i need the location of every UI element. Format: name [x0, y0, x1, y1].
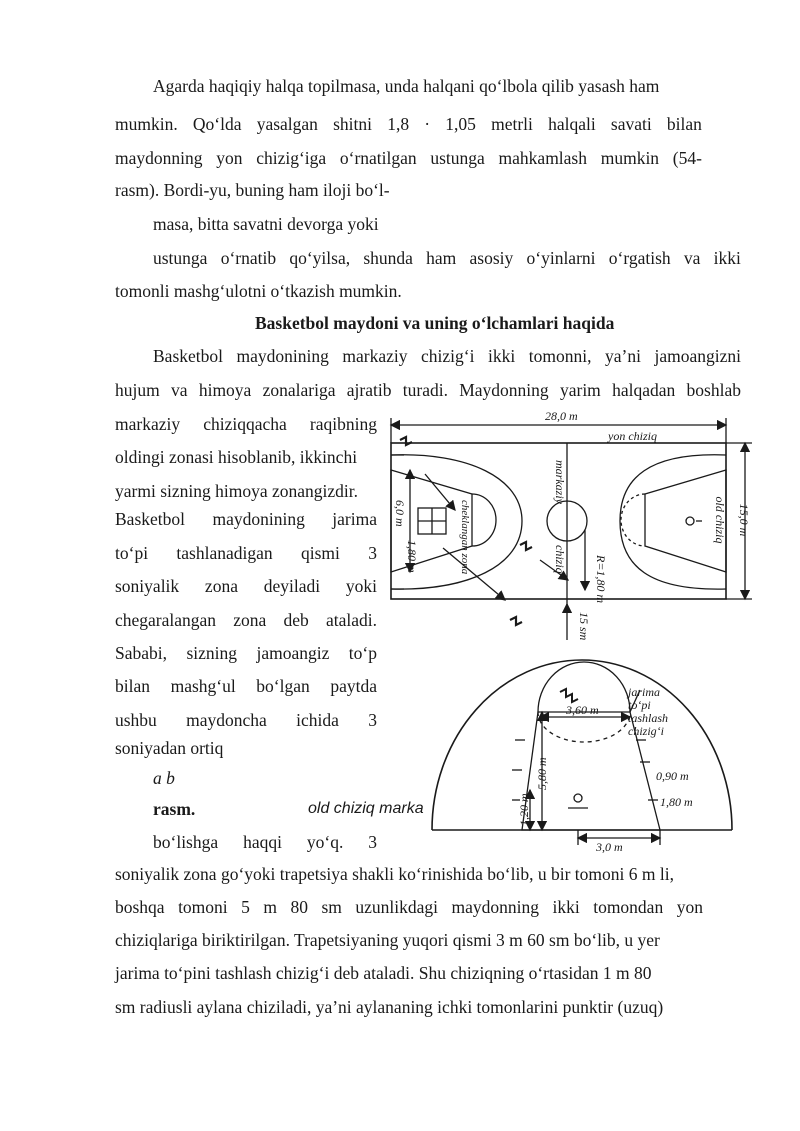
sideline-label: yon chiziq — [608, 429, 657, 443]
offset-label: 15 sm — [577, 612, 591, 641]
section-heading: Basketbol maydoni va uning oʻlchamlari haqida — [255, 313, 615, 333]
court-diagram-b — [432, 660, 732, 845]
depth-label: 5,80 m — [535, 757, 549, 790]
right-basket — [686, 517, 694, 525]
key-depth-label: 1,80 m — [405, 540, 419, 573]
key-width-label: 6,0 m — [393, 500, 407, 527]
basket — [574, 794, 582, 802]
free-throw-line-label-2: toʻpi — [628, 698, 651, 712]
free-throw-line-label-3: tashlash — [628, 711, 669, 725]
text-line: rasm). Bordi-yu, buning ham iloji boʻl- — [115, 180, 390, 200]
text-line: boshqa tomoni 5 m 80 sm uzunlikdagi maydonning ikki tomondan yon — [115, 897, 703, 917]
endline-label: old chiziq — [713, 496, 727, 544]
text-line: Agarda haqiqiy halqa topilmasa, unda halqani qoʻlbola qilib yasash ham — [153, 76, 660, 96]
right-free-throw-arc — [621, 494, 645, 546]
court-labels-b — [517, 685, 693, 854]
figure-caption-overflow: old chiziq marka — [308, 800, 424, 817]
text-line: hujum va himoya zonalariga ajratib turadi. Maydonning yarim halqadan boshlab — [115, 380, 741, 400]
top-width-label: 3,60 m — [566, 703, 599, 717]
text-line: maydonning yon chizigʻiga oʻrnatilgan ustunga mahkamlash mumkin (54- — [115, 148, 702, 168]
figure-sublabels: a b — [153, 768, 175, 788]
free-throw-line-label-1: jarima — [628, 685, 661, 699]
text-line: boʻlishga haqqi yoʻq. 3 — [153, 832, 377, 852]
text-line: soniyalik zona goʻyoki trapetsiya shakli koʻrinishida boʻlib, u bir tomoni 6 m li, — [115, 864, 674, 884]
text-line: jarima toʻpini tashlash chizigʻi deb ataladi. Shu chiziqning oʻrtasidan 1 m 80 — [115, 963, 652, 983]
text-line: Sababi, sizning jamoangiz toʻp — [115, 643, 377, 663]
bottom-label: 3,0 m — [596, 840, 623, 854]
text-line: chiziqlariga biriktirilgan. Trapetsiyaning yuqori qismi 3 m 60 sm boʻlib, u yer — [115, 930, 660, 950]
text-line: toʻpi tashlanadigan qismi 3 — [115, 543, 377, 563]
width-label: 15,0 m — [737, 503, 751, 537]
text-line: soniyadan ortiq — [115, 738, 224, 758]
text-line: mumkin. Qoʻlda yasalgan shitni 1,8 · 1,05 metrli halqali savati bilan — [115, 114, 702, 134]
centerline-label: markaziy — [553, 460, 567, 504]
text-line: chegaralangan zona deb ataladi. — [115, 610, 377, 630]
text-line: sm radiusli aylana chiziladi, yaʼni aylananing ichki tomonlarini punktir (uzuq) — [115, 997, 664, 1017]
court-diagram-a — [391, 418, 752, 640]
figure-caption-label: rasm. — [153, 799, 196, 819]
restricted-zone-label: cheklangan zona — [459, 500, 471, 575]
mark1-label: 0,90 m — [656, 769, 689, 783]
mark2-label: 1,80 m — [660, 795, 693, 809]
text-line: markaziy chiziqqacha raqibning — [115, 414, 377, 434]
length-label: 28,0 m — [545, 409, 578, 423]
left-free-throw-arc — [472, 494, 496, 546]
text-line: ustunga oʻrnatib qoʻyilsa, shunda ham asosiy oʻyinlarni oʻrgatish va ikki — [153, 248, 741, 268]
text-line: ushbu maydoncha ichida 3 — [115, 710, 377, 730]
text-line: tomonli mashgʻulotni oʻtkazish mumkin. — [115, 281, 402, 301]
text-line: oldingi zonasi hisoblanib, ikkinchi — [115, 447, 358, 467]
text-line: Basketbol maydonining markaziy chizigʻi ikki tomonni, yaʼni jamoangizni — [153, 346, 741, 366]
radius-label: R=1,80 m — [594, 555, 608, 604]
text-line: masa, bitta savatni devorga yoki — [153, 214, 379, 234]
edge-label: 1,20 m — [517, 793, 531, 826]
centerline-label-2: chiziq — [553, 545, 567, 574]
free-throw-line-label-4: chizigʻi — [628, 724, 664, 738]
text-line: bilan mashgʻul boʻlgan paytda — [115, 676, 377, 696]
text-line: yarmi sizning himoya zonangizdir. — [115, 481, 359, 501]
text-line: soniyalik zona deyiladi yoki — [115, 576, 377, 596]
text-line: Basketbol maydonining jarima — [115, 509, 377, 529]
